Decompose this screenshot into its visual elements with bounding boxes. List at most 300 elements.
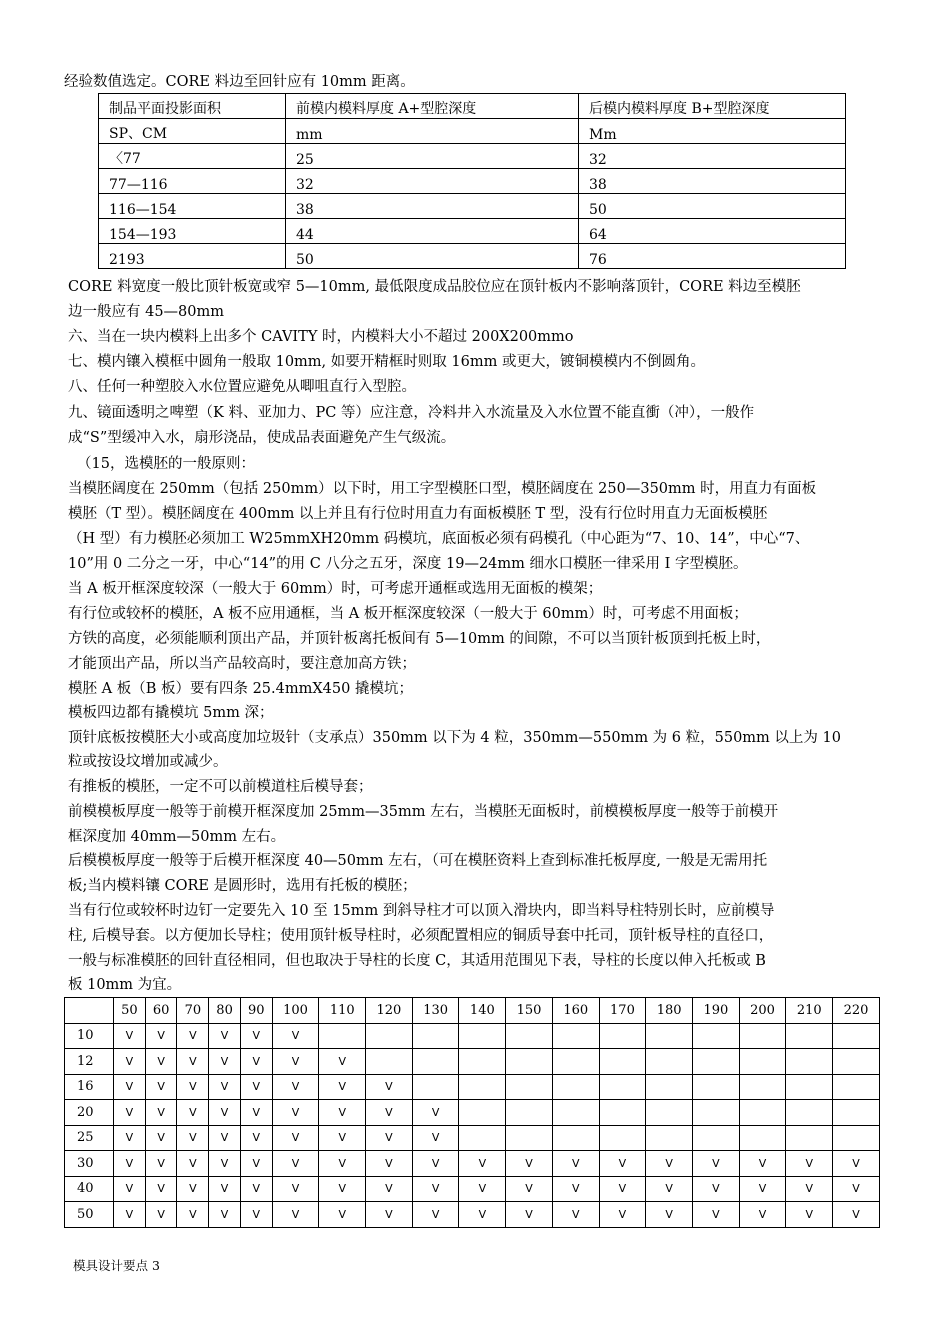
check-mark: V bbox=[125, 1080, 134, 1094]
text-line: （15，选模胚的一般原则： bbox=[77, 456, 255, 472]
table-cell bbox=[739, 1151, 786, 1177]
text-line: CORE 料宽度一般比顶针板宽或窄 5—10mm, 最低限度成品胶位应在顶针板内不影响落顶针，CORE 料边至模胚 bbox=[68, 279, 801, 295]
table-cell bbox=[319, 1125, 366, 1151]
table-cell bbox=[145, 1202, 177, 1228]
check-mark: V bbox=[252, 1105, 261, 1119]
table-cell bbox=[209, 1151, 241, 1177]
table-row bbox=[99, 169, 846, 194]
table-cell bbox=[145, 1125, 177, 1151]
check-mark: V bbox=[525, 1156, 533, 1170]
table-cell bbox=[786, 1074, 833, 1100]
table-cell bbox=[272, 1074, 319, 1100]
table-cell: 154—193 bbox=[99, 219, 286, 244]
table-cell: 〈77 bbox=[99, 144, 286, 169]
table-cell: mm bbox=[286, 119, 579, 144]
table-cell bbox=[833, 1049, 880, 1075]
check-mark: V bbox=[252, 1207, 261, 1221]
check-mark: V bbox=[220, 1207, 229, 1221]
table-cell bbox=[833, 1023, 880, 1049]
table-cell: 50 bbox=[579, 194, 846, 219]
text-line: 后模模板厚度一般等于后模开框深度 40—50mm 左右，（可在模胚资料上查到标准托板厚度, 一般是无需用托 bbox=[68, 853, 768, 869]
check-mark: V bbox=[712, 1156, 720, 1170]
table-cell bbox=[459, 1125, 506, 1151]
table-cell bbox=[145, 1100, 177, 1126]
table-cell bbox=[459, 1151, 506, 1177]
table-cell bbox=[739, 1125, 786, 1151]
column-header: 50 bbox=[114, 998, 146, 1024]
check-mark: V bbox=[189, 1156, 197, 1170]
table-cell bbox=[177, 1202, 209, 1228]
table-cell bbox=[240, 1125, 272, 1151]
table-cell bbox=[114, 1151, 146, 1177]
check-mark: V bbox=[220, 1182, 229, 1196]
text-line: 模板四边都有撬模坑 5mm 深； bbox=[68, 705, 274, 721]
table-cell bbox=[459, 1023, 506, 1049]
table-row bbox=[65, 1023, 880, 1049]
table-cell bbox=[786, 1049, 833, 1075]
table-cell bbox=[646, 1074, 693, 1100]
table-cell bbox=[209, 1100, 241, 1126]
table-cell bbox=[506, 1151, 553, 1177]
table-cell bbox=[552, 1151, 599, 1177]
table-cell bbox=[177, 1023, 209, 1049]
check-mark: V bbox=[125, 1131, 134, 1145]
table-cell bbox=[693, 1151, 740, 1177]
guide-pin-range-table bbox=[64, 997, 880, 1228]
check-mark: V bbox=[805, 1156, 814, 1170]
table-cell bbox=[366, 1202, 413, 1228]
check-mark: V bbox=[385, 1156, 393, 1170]
check-mark: V bbox=[385, 1182, 393, 1196]
table-cell bbox=[177, 1100, 209, 1126]
table-cell bbox=[833, 1176, 880, 1202]
check-mark: V bbox=[220, 1156, 229, 1170]
check-mark: V bbox=[125, 1105, 134, 1119]
table-cell bbox=[693, 1049, 740, 1075]
table-cell bbox=[366, 1074, 413, 1100]
check-mark: V bbox=[220, 1131, 229, 1145]
check-mark: V bbox=[618, 1207, 627, 1221]
text-line: （H 型）有力模胚必须加工 W25mmXH20mm 码模坑，底面板必须有码模孔（中心距为“7、10、14”，中心“7、 bbox=[68, 531, 810, 547]
table-cell bbox=[459, 1049, 506, 1075]
row-header: 40 bbox=[65, 1176, 114, 1202]
check-mark: V bbox=[157, 1080, 165, 1094]
table-row bbox=[65, 1151, 880, 1177]
check-mark: V bbox=[431, 1131, 440, 1145]
check-mark: V bbox=[291, 1156, 300, 1170]
table-cell bbox=[552, 1049, 599, 1075]
table-cell bbox=[319, 1202, 366, 1228]
table-cell bbox=[552, 1023, 599, 1049]
table-cell bbox=[786, 1202, 833, 1228]
text-line: 边一般应有 45—80mm bbox=[68, 304, 225, 320]
table-cell bbox=[506, 1202, 553, 1228]
text-line: 七、模内镶入模框中圆角一般取 10mm, 如要开精框时则取 16mm 或更大，镀铜模模内不倒圆角。 bbox=[68, 354, 705, 370]
check-mark: V bbox=[252, 1029, 261, 1043]
check-mark: V bbox=[291, 1207, 300, 1221]
table-cell bbox=[114, 1074, 146, 1100]
check-mark: V bbox=[385, 1105, 393, 1119]
check-mark: V bbox=[665, 1182, 673, 1196]
table-cell bbox=[646, 1202, 693, 1228]
table-cell bbox=[412, 1100, 459, 1126]
table-cell bbox=[599, 1125, 646, 1151]
mold-thickness-table bbox=[98, 93, 846, 269]
text-line: 才能顶出产品，所以当产品较高时，要注意加高方铁； bbox=[68, 656, 416, 672]
column-header: 190 bbox=[693, 998, 740, 1024]
table-cell bbox=[272, 1151, 319, 1177]
check-mark: V bbox=[157, 1029, 165, 1043]
column-header: 100 bbox=[272, 998, 319, 1024]
table-cell bbox=[693, 1100, 740, 1126]
table-cell bbox=[272, 1176, 319, 1202]
check-mark: V bbox=[618, 1182, 627, 1196]
check-mark: V bbox=[805, 1207, 814, 1221]
table-cell bbox=[506, 1176, 553, 1202]
table-cell: 38 bbox=[286, 194, 579, 219]
check-mark: V bbox=[220, 1080, 229, 1094]
text-line: 板 10mm 为宜。 bbox=[68, 977, 182, 993]
table-row bbox=[65, 1125, 880, 1151]
check-mark: V bbox=[189, 1182, 197, 1196]
table-cell bbox=[209, 1125, 241, 1151]
check-mark: V bbox=[291, 1054, 300, 1068]
table-row bbox=[65, 1049, 880, 1075]
table-cell bbox=[599, 1100, 646, 1126]
text-line: 一般与标准模胚的回针直径相同，但也取决于导柱的长度 C，其适用范围见下表，导柱的长度以伸入托板或 B bbox=[68, 953, 766, 969]
table-cell bbox=[209, 1074, 241, 1100]
table-cell: 32 bbox=[579, 144, 846, 169]
table-cell: 后模内模料厚度 B+型腔深度 bbox=[579, 94, 846, 119]
table-cell bbox=[459, 1074, 506, 1100]
table-cell bbox=[412, 1202, 459, 1228]
check-mark: V bbox=[189, 1080, 197, 1094]
text-line: 10”用 0 二分之一牙，中心“14”的用 C 八分之五牙，深度 19—24mm 细水口模胚一律采用 I 字型模胚。 bbox=[68, 556, 748, 572]
table-cell bbox=[272, 1125, 319, 1151]
text-line: 经验数值选定。CORE 料边至回针应有 10mm 距离。 bbox=[64, 74, 415, 90]
text-line: 当有行位或较杯时边钉一定要先入 10 至 15mm 到斜导柱才可以顶入滑块内，即当料导柱特别长时，应前模导 bbox=[68, 903, 775, 919]
table-cell: 116—154 bbox=[99, 194, 286, 219]
check-mark: V bbox=[157, 1131, 165, 1145]
check-mark: V bbox=[852, 1207, 860, 1221]
table-cell bbox=[240, 1023, 272, 1049]
table-cell bbox=[240, 1074, 272, 1100]
table-cell bbox=[833, 1074, 880, 1100]
check-mark: V bbox=[478, 1156, 487, 1170]
check-mark: V bbox=[252, 1080, 261, 1094]
table-cell bbox=[240, 1151, 272, 1177]
table-cell bbox=[693, 1074, 740, 1100]
table-cell bbox=[646, 1023, 693, 1049]
table-cell bbox=[693, 1202, 740, 1228]
table-row bbox=[65, 1202, 880, 1228]
table-cell bbox=[319, 1074, 366, 1100]
check-mark: V bbox=[189, 1105, 197, 1119]
table-cell bbox=[177, 1176, 209, 1202]
check-mark: V bbox=[338, 1156, 346, 1170]
row-header: 30 bbox=[65, 1151, 114, 1177]
table-cell bbox=[366, 1125, 413, 1151]
table-cell: 76 bbox=[579, 244, 846, 269]
check-mark: V bbox=[431, 1207, 440, 1221]
table-cell bbox=[833, 1125, 880, 1151]
table-cell bbox=[506, 1074, 553, 1100]
check-mark: V bbox=[338, 1080, 346, 1094]
column-header: 150 bbox=[506, 998, 553, 1024]
row-header: 16 bbox=[65, 1074, 114, 1100]
check-mark: V bbox=[291, 1131, 300, 1145]
table-cell: 2193 bbox=[99, 244, 286, 269]
table-cell bbox=[599, 1151, 646, 1177]
table-cell bbox=[552, 1100, 599, 1126]
table-cell bbox=[599, 1176, 646, 1202]
table-cell bbox=[646, 1151, 693, 1177]
table-cell bbox=[599, 1074, 646, 1100]
table-cell: 44 bbox=[286, 219, 579, 244]
check-mark: V bbox=[758, 1207, 767, 1221]
table-cell bbox=[599, 1023, 646, 1049]
text-line: 六、当在一块内模料上出多个 CAVITY 时，内模料大小不超过 200X200mmo bbox=[68, 329, 574, 345]
table-cell bbox=[114, 1100, 146, 1126]
column-header: 130 bbox=[412, 998, 459, 1024]
text-line: 板;当内模料镶 CORE 是圆形时，选用有托板的模胚； bbox=[68, 878, 417, 894]
check-mark: V bbox=[220, 1105, 229, 1119]
check-mark: V bbox=[220, 1029, 229, 1043]
table-cell: SP、CM bbox=[99, 119, 286, 144]
table-cell bbox=[114, 1049, 146, 1075]
check-mark: V bbox=[291, 1029, 300, 1043]
table-row bbox=[99, 144, 846, 169]
text-line: 当模胚阔度在 250mm（包括 250mm）以下时，用工字型模胚口型，模胚阔度在 250—350mm 时，用直力有面板 bbox=[68, 481, 817, 497]
table-cell bbox=[833, 1100, 880, 1126]
text-line: 模胚（T 型）。模胚阔度在 400mm 以上并且有行位时用直力有面板模胚 T 型，没有行位时用直力无面板模胚 bbox=[68, 506, 768, 522]
table-cell bbox=[646, 1125, 693, 1151]
check-mark: V bbox=[291, 1105, 300, 1119]
check-mark: V bbox=[385, 1080, 393, 1094]
check-mark: V bbox=[385, 1131, 393, 1145]
table-cell bbox=[506, 1023, 553, 1049]
table-row bbox=[99, 219, 846, 244]
table-cell bbox=[786, 1023, 833, 1049]
check-mark: V bbox=[189, 1054, 197, 1068]
check-mark: V bbox=[431, 1105, 440, 1119]
column-header: 120 bbox=[366, 998, 413, 1024]
text-line: 框深度加 40mm—50mm 左右。 bbox=[68, 829, 286, 845]
table-cell bbox=[145, 1049, 177, 1075]
table-cell: 32 bbox=[286, 169, 579, 194]
table-cell: 64 bbox=[579, 219, 846, 244]
table-cell bbox=[739, 1023, 786, 1049]
table-corner-cell bbox=[65, 998, 114, 1024]
page-footer: 模具设计要点 3 bbox=[73, 1258, 160, 1273]
check-mark: V bbox=[252, 1156, 261, 1170]
check-mark: V bbox=[665, 1156, 673, 1170]
table-cell bbox=[786, 1151, 833, 1177]
text-line: 顶针底板按模胚大小或高度加垃圾针（支承点）350mm 以下为 4 粒，350mm—550mm 为 6 粒，550mm 以上为 10 bbox=[68, 730, 841, 746]
text-line: 九、镜面透明之啤塑（K 料、亚加力、PC 等）应注意，冷料井入水流量及入水位置不能直衝（冲），一般作 bbox=[68, 405, 755, 421]
check-mark: V bbox=[157, 1156, 165, 1170]
table-cell bbox=[319, 1151, 366, 1177]
table-cell bbox=[114, 1125, 146, 1151]
check-mark: V bbox=[571, 1207, 580, 1221]
table-cell bbox=[646, 1100, 693, 1126]
table-cell bbox=[209, 1202, 241, 1228]
text-line: 方铁的高度，必须能顺利顶出产品，并顶针板离托板间有 5—10mm 的间隙，不可以当顶针板顶到托板上时， bbox=[68, 631, 771, 647]
table-cell bbox=[739, 1074, 786, 1100]
table-cell bbox=[412, 1151, 459, 1177]
table-cell bbox=[646, 1176, 693, 1202]
check-mark: V bbox=[618, 1156, 627, 1170]
check-mark: V bbox=[252, 1131, 261, 1145]
table-cell bbox=[552, 1125, 599, 1151]
table-cell bbox=[693, 1023, 740, 1049]
table-cell bbox=[786, 1125, 833, 1151]
check-mark: V bbox=[431, 1182, 440, 1196]
table-cell bbox=[177, 1125, 209, 1151]
table-header-row bbox=[65, 998, 880, 1024]
table-cell bbox=[786, 1176, 833, 1202]
table-cell bbox=[319, 1100, 366, 1126]
text-line: 成“S”型缓冲入水，扇形浇品，使成品表面避免产生气级流。 bbox=[68, 430, 456, 446]
check-mark: V bbox=[525, 1182, 533, 1196]
text-line: 八、任何一种塑胶入水位置应避免从唧咀直行入型腔。 bbox=[68, 379, 416, 395]
table-cell bbox=[833, 1202, 880, 1228]
table-cell bbox=[272, 1023, 319, 1049]
table-cell bbox=[786, 1100, 833, 1126]
table-cell bbox=[366, 1176, 413, 1202]
table-cell bbox=[506, 1049, 553, 1075]
table-cell bbox=[412, 1125, 459, 1151]
check-mark: V bbox=[478, 1182, 487, 1196]
table-cell bbox=[739, 1100, 786, 1126]
check-mark: V bbox=[525, 1207, 533, 1221]
table-cell bbox=[366, 1100, 413, 1126]
check-mark: V bbox=[665, 1207, 673, 1221]
table-cell bbox=[240, 1202, 272, 1228]
check-mark: V bbox=[157, 1182, 165, 1196]
table-cell bbox=[459, 1176, 506, 1202]
check-mark: V bbox=[758, 1156, 767, 1170]
table-cell bbox=[459, 1202, 506, 1228]
table-cell bbox=[459, 1100, 506, 1126]
table-cell bbox=[145, 1074, 177, 1100]
row-header: 20 bbox=[65, 1100, 114, 1126]
table-cell bbox=[114, 1176, 146, 1202]
row-header: 25 bbox=[65, 1125, 114, 1151]
row-header: 12 bbox=[65, 1049, 114, 1075]
text-line: 有行位或较杯的模胚，A 板不应用通框，当 A 板开框深度较深（一般大于 60mm）时，可考虑不用面板； bbox=[68, 606, 748, 622]
table-cell bbox=[833, 1151, 880, 1177]
check-mark: V bbox=[852, 1156, 860, 1170]
table-cell bbox=[693, 1176, 740, 1202]
table-cell bbox=[272, 1202, 319, 1228]
column-header: 90 bbox=[240, 998, 272, 1024]
check-mark: V bbox=[571, 1156, 580, 1170]
table-cell: 38 bbox=[579, 169, 846, 194]
table-row bbox=[65, 1100, 880, 1126]
check-mark: V bbox=[712, 1182, 720, 1196]
table-cell bbox=[177, 1151, 209, 1177]
text-line: 模胚 A 板（B 板）要有四条 25.4mmX450 撬模坑； bbox=[68, 681, 413, 697]
check-mark: V bbox=[157, 1105, 165, 1119]
check-mark: V bbox=[125, 1182, 134, 1196]
table-row bbox=[99, 119, 846, 144]
table-cell: 77—116 bbox=[99, 169, 286, 194]
column-header: 80 bbox=[209, 998, 241, 1024]
check-mark: V bbox=[291, 1182, 300, 1196]
table-cell bbox=[739, 1049, 786, 1075]
table-cell bbox=[114, 1202, 146, 1228]
check-mark: V bbox=[189, 1029, 197, 1043]
row-header: 10 bbox=[65, 1023, 114, 1049]
table-cell bbox=[209, 1049, 241, 1075]
column-header: 180 bbox=[646, 998, 693, 1024]
table-cell bbox=[319, 1176, 366, 1202]
text-line: 当 A 板开框深度较深（一般大于 60mm）时，可考虑开通框或选用无面板的模架； bbox=[68, 581, 603, 597]
table-cell bbox=[739, 1202, 786, 1228]
check-mark: V bbox=[125, 1054, 134, 1068]
table-cell bbox=[240, 1176, 272, 1202]
table-cell bbox=[240, 1049, 272, 1075]
check-mark: V bbox=[571, 1182, 580, 1196]
check-mark: V bbox=[385, 1207, 393, 1221]
column-header: 220 bbox=[833, 998, 880, 1024]
check-mark: V bbox=[252, 1054, 261, 1068]
table-cell bbox=[272, 1049, 319, 1075]
check-mark: V bbox=[338, 1054, 346, 1068]
table-row bbox=[65, 1176, 880, 1202]
row-header: 50 bbox=[65, 1202, 114, 1228]
table-row bbox=[99, 244, 846, 269]
text-line: 前模模板厚度一般等于前模开框深度加 25mm—35mm 左右，当模胚无面板时，前模模板厚度一般等于前模开 bbox=[68, 804, 779, 820]
check-mark: V bbox=[157, 1054, 165, 1068]
column-header: 160 bbox=[552, 998, 599, 1024]
column-header: 140 bbox=[459, 998, 506, 1024]
table-cell bbox=[412, 1176, 459, 1202]
table-cell bbox=[145, 1023, 177, 1049]
column-header: 170 bbox=[599, 998, 646, 1024]
table-cell bbox=[366, 1049, 413, 1075]
table-cell bbox=[114, 1023, 146, 1049]
table-cell bbox=[599, 1202, 646, 1228]
check-mark: V bbox=[189, 1207, 197, 1221]
check-mark: V bbox=[189, 1131, 197, 1145]
table-cell bbox=[366, 1023, 413, 1049]
check-mark: V bbox=[338, 1131, 346, 1145]
table-cell bbox=[506, 1100, 553, 1126]
check-mark: V bbox=[220, 1054, 229, 1068]
table-cell bbox=[177, 1049, 209, 1075]
column-header: 200 bbox=[739, 998, 786, 1024]
table-cell: 前模内模料厚度 A+型腔深度 bbox=[286, 94, 579, 119]
table-cell: 制品平面投影面积 bbox=[99, 94, 286, 119]
table-cell bbox=[646, 1049, 693, 1075]
table-cell bbox=[145, 1176, 177, 1202]
check-mark: V bbox=[805, 1182, 814, 1196]
table-cell bbox=[552, 1074, 599, 1100]
table-row bbox=[65, 1074, 880, 1100]
check-mark: V bbox=[291, 1080, 300, 1094]
table-cell bbox=[412, 1049, 459, 1075]
column-header: 70 bbox=[177, 998, 209, 1024]
table-cell bbox=[506, 1125, 553, 1151]
table-cell bbox=[272, 1100, 319, 1126]
check-mark: V bbox=[338, 1182, 346, 1196]
table-cell bbox=[319, 1049, 366, 1075]
text-line: 有推板的模胚，一定不可以前模道柱后模导套； bbox=[68, 779, 373, 795]
table-cell bbox=[599, 1049, 646, 1075]
check-mark: V bbox=[431, 1156, 440, 1170]
